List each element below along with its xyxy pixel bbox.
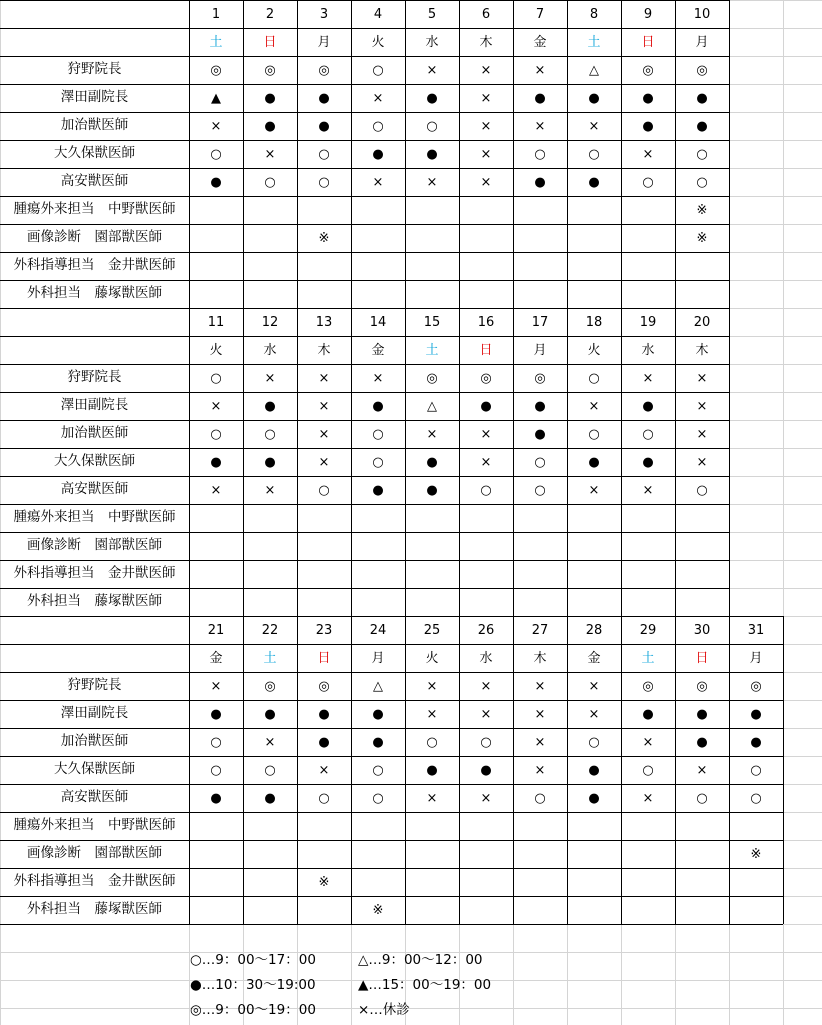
- shift-mark: ●: [642, 118, 654, 134]
- shift-mark: ×: [372, 370, 384, 386]
- shift-mark: ◎: [750, 678, 762, 694]
- shift-mark: ×: [534, 706, 546, 722]
- shift-mark: ×: [480, 118, 492, 134]
- day-of-week: 土: [641, 650, 655, 666]
- shift-mark: ×: [318, 398, 330, 414]
- shift-mark: ●: [696, 90, 708, 106]
- shift-mark: ●: [588, 174, 600, 190]
- shift-mark: ×: [480, 454, 492, 470]
- shift-mark: ○: [642, 174, 654, 190]
- shift-mark: ○: [426, 734, 438, 750]
- special-duty-label: 外科指導担当 金井獣医師: [13, 257, 176, 274]
- staff-name: 狩野院長: [67, 61, 122, 78]
- shift-mark: ●: [210, 454, 222, 470]
- shift-mark: ×: [210, 118, 222, 134]
- special-duty-label: 外科担当 藤塚獣医師: [27, 285, 162, 302]
- staff-name: 大久保獣医師: [54, 761, 135, 778]
- day-number: 12: [261, 314, 279, 330]
- day-of-week: 月: [371, 650, 385, 666]
- day-number: 1: [211, 6, 221, 22]
- legend-item-afternoon: ▲…15：00〜19：00: [358, 977, 492, 993]
- shift-mark: ×: [264, 482, 276, 498]
- day-of-week: 木: [695, 342, 709, 358]
- shift-mark: ×: [210, 398, 222, 414]
- shift-mark: ○: [210, 734, 222, 750]
- duty-mark: ※: [696, 230, 708, 246]
- shift-mark: ○: [264, 174, 276, 190]
- day-of-week: 火: [209, 342, 223, 358]
- shift-mark: ○: [588, 370, 600, 386]
- shift-mark: ○: [210, 762, 222, 778]
- shift-mark: ○: [372, 426, 384, 442]
- day-of-week: 土: [425, 342, 439, 358]
- shift-mark: ×: [426, 62, 438, 78]
- special-duty-label: 画像診断 園部獣医師: [27, 229, 162, 246]
- day-number: 25: [423, 622, 441, 638]
- shift-mark: ○: [696, 482, 708, 498]
- shift-mark: ×: [642, 146, 654, 162]
- shift-mark: ×: [426, 426, 438, 442]
- shift-mark: ●: [588, 762, 600, 778]
- shift-mark: ●: [642, 454, 654, 470]
- shift-mark: ◎: [318, 678, 330, 694]
- day-of-week: 木: [479, 34, 493, 50]
- day-number: 28: [585, 622, 603, 638]
- day-of-week: 月: [533, 342, 547, 358]
- shift-mark: ×: [588, 398, 600, 414]
- shift-mark: ●: [696, 706, 708, 722]
- shift-mark: ●: [588, 454, 600, 470]
- shift-mark: ●: [480, 762, 492, 778]
- day-number: 8: [589, 6, 599, 22]
- shift-mark: ×: [534, 678, 546, 694]
- shift-mark: ◎: [642, 62, 654, 78]
- shift-mark: ○: [588, 734, 600, 750]
- shift-mark: ×: [318, 370, 330, 386]
- day-of-week: 金: [209, 650, 223, 666]
- day-of-week: 木: [533, 650, 547, 666]
- staff-name: 加治獣医師: [60, 425, 129, 442]
- shift-mark: ●: [264, 118, 276, 134]
- shift-mark: ×: [210, 678, 222, 694]
- special-duty-label: 画像診断 園部獣医師: [27, 537, 162, 554]
- shift-mark: ×: [480, 790, 492, 806]
- shift-mark: ○: [534, 482, 546, 498]
- shift-mark: ×: [264, 370, 276, 386]
- duty-mark: ※: [696, 202, 708, 218]
- day-of-week: 月: [317, 34, 331, 50]
- shift-mark: ○: [318, 790, 330, 806]
- shift-mark: ●: [210, 174, 222, 190]
- day-of-week: 火: [371, 34, 385, 50]
- shift-mark: ○: [210, 146, 222, 162]
- shift-mark: ●: [264, 454, 276, 470]
- shift-mark: ◎: [264, 62, 276, 78]
- day-number: 21: [207, 622, 225, 638]
- day-of-week: 月: [695, 34, 709, 50]
- shift-mark: ●: [210, 790, 222, 806]
- shift-mark: ×: [210, 482, 222, 498]
- shift-mark: ○: [318, 146, 330, 162]
- special-duty-label: 外科指導担当 金井獣医師: [13, 873, 176, 890]
- shift-mark: ×: [318, 454, 330, 470]
- shift-mark: ○: [426, 118, 438, 134]
- day-number: 18: [585, 314, 603, 330]
- shift-mark: ◎: [696, 678, 708, 694]
- shift-mark: ○: [534, 790, 546, 806]
- shift-mark: ○: [588, 146, 600, 162]
- day-of-week: 火: [587, 342, 601, 358]
- shift-mark: ◎: [426, 370, 438, 386]
- day-of-week: 金: [533, 34, 547, 50]
- day-number: 24: [369, 622, 387, 638]
- legend-item-late: ●…10：30〜19:00: [190, 977, 316, 993]
- special-duty-label: 腫瘍外来担当 中野獣医師: [13, 817, 176, 834]
- shift-mark: ×: [426, 706, 438, 722]
- shift-mark: ○: [264, 762, 276, 778]
- shift-mark: ×: [534, 118, 546, 134]
- day-of-week: 土: [263, 650, 277, 666]
- day-number: 19: [639, 314, 657, 330]
- shift-mark: ▲: [211, 90, 221, 106]
- shift-mark: ×: [318, 762, 330, 778]
- shift-mark: ●: [642, 398, 654, 414]
- shift-mark: ●: [750, 706, 762, 722]
- staff-name: 加治獣医師: [60, 117, 129, 134]
- shift-mark: ×: [426, 678, 438, 694]
- shift-mark: ●: [534, 426, 546, 442]
- shift-mark: ●: [426, 90, 438, 106]
- shift-mark: ◎: [210, 62, 222, 78]
- shift-mark: ×: [588, 706, 600, 722]
- shift-mark: ×: [480, 146, 492, 162]
- shift-mark: ●: [318, 90, 330, 106]
- shift-mark: ×: [426, 174, 438, 190]
- shift-mark: ○: [210, 426, 222, 442]
- shift-mark: ×: [588, 482, 600, 498]
- shift-mark: ×: [264, 734, 276, 750]
- day-of-week: 水: [425, 34, 439, 50]
- shift-mark: ●: [264, 90, 276, 106]
- day-of-week: 日: [695, 650, 709, 666]
- shift-mark: ●: [426, 482, 438, 498]
- special-duty-label: 腫瘍外来担当 中野獣医師: [13, 509, 176, 526]
- shift-mark: ◎: [534, 370, 546, 386]
- day-number: 15: [423, 314, 441, 330]
- shift-mark: ●: [372, 146, 384, 162]
- shift-mark: ●: [372, 706, 384, 722]
- day-number: 6: [481, 6, 491, 22]
- day-number: 3: [319, 6, 329, 22]
- day-of-week: 日: [317, 650, 331, 666]
- shift-mark: ●: [696, 118, 708, 134]
- staff-name: 高安獣医師: [60, 173, 129, 190]
- shift-mark: ×: [426, 790, 438, 806]
- day-number: 23: [315, 622, 333, 638]
- shift-mark: ○: [534, 454, 546, 470]
- staff-name: 大久保獣医師: [54, 145, 135, 162]
- day-of-week: 日: [263, 34, 277, 50]
- day-of-week: 土: [587, 34, 601, 50]
- day-of-week: 土: [209, 34, 223, 50]
- day-of-week: 日: [641, 34, 655, 50]
- shift-mark: ×: [642, 734, 654, 750]
- shift-mark: ×: [480, 678, 492, 694]
- day-number: 26: [477, 622, 495, 638]
- special-duty-label: 画像診断 園部獣医師: [27, 845, 162, 862]
- shift-mark: ●: [642, 90, 654, 106]
- shift-mark: ○: [480, 734, 492, 750]
- day-of-week: 木: [317, 342, 331, 358]
- day-number: 4: [373, 6, 383, 22]
- shift-mark: ○: [534, 146, 546, 162]
- day-of-week: 金: [587, 650, 601, 666]
- duty-mark: ※: [750, 846, 762, 862]
- shift-mark: ○: [318, 174, 330, 190]
- day-number: 2: [265, 6, 275, 22]
- shift-mark: ◎: [642, 678, 654, 694]
- shift-mark: ○: [210, 370, 222, 386]
- shift-mark: ●: [318, 734, 330, 750]
- shift-mark: ●: [210, 706, 222, 722]
- legend-item-morning: △…9：00〜12：00: [358, 952, 483, 968]
- day-number: 27: [531, 622, 549, 638]
- duty-mark: ※: [318, 230, 330, 246]
- day-number: 22: [261, 622, 279, 638]
- special-duty-label: 腫瘍外来担当 中野獣医師: [13, 201, 176, 218]
- shift-mark: △: [589, 62, 599, 78]
- shift-mark: ○: [372, 454, 384, 470]
- shift-mark: △: [373, 678, 383, 694]
- shift-mark: ○: [696, 174, 708, 190]
- day-number: 17: [531, 314, 549, 330]
- staff-name: 高安獣医師: [60, 481, 129, 498]
- day-number: 29: [639, 622, 657, 638]
- shift-mark: ○: [588, 426, 600, 442]
- shift-mark: ○: [696, 790, 708, 806]
- day-number: 10: [693, 6, 711, 22]
- shift-mark: ×: [318, 426, 330, 442]
- shift-mark: ○: [372, 790, 384, 806]
- day-number: 31: [747, 622, 765, 638]
- special-duty-label: 外科担当 藤塚獣医師: [27, 593, 162, 610]
- shift-mark: ×: [588, 678, 600, 694]
- shift-mark: ×: [480, 426, 492, 442]
- shift-mark: ○: [264, 426, 276, 442]
- day-number: 16: [477, 314, 495, 330]
- day-number: 11: [207, 314, 225, 330]
- legend-item-closed: ×…休診: [358, 1002, 410, 1018]
- shift-mark: ×: [480, 706, 492, 722]
- day-of-week: 水: [641, 342, 655, 358]
- day-of-week: 月: [749, 650, 763, 666]
- shift-mark: ●: [534, 174, 546, 190]
- staff-name: 狩野院長: [67, 369, 122, 386]
- shift-mark: ×: [264, 146, 276, 162]
- shift-mark: ×: [534, 762, 546, 778]
- shift-mark: ×: [696, 370, 708, 386]
- legend-item-full: ◎…9：00〜19：00: [190, 1002, 316, 1018]
- shift-mark: ●: [750, 734, 762, 750]
- day-number: 5: [427, 6, 437, 22]
- shift-mark: △: [427, 398, 437, 414]
- shift-mark: ◎: [480, 370, 492, 386]
- duty-mark: ※: [372, 902, 384, 918]
- special-duty-label: 外科指導担当 金井獣医師: [13, 565, 176, 582]
- shift-mark: ×: [696, 426, 708, 442]
- shift-mark: ×: [696, 454, 708, 470]
- staff-name: 大久保獣医師: [54, 453, 135, 470]
- shift-mark: ●: [588, 90, 600, 106]
- shift-mark: ×: [480, 62, 492, 78]
- shift-mark: ●: [318, 706, 330, 722]
- shift-mark: ◎: [696, 62, 708, 78]
- day-number: 13: [315, 314, 333, 330]
- shift-mark: ○: [642, 762, 654, 778]
- shift-mark: ●: [264, 398, 276, 414]
- staff-name: 澤田副院長: [60, 705, 129, 722]
- shift-mark: ×: [642, 790, 654, 806]
- staff-name: 澤田副院長: [60, 397, 129, 414]
- staff-name: 高安獣医師: [60, 789, 129, 806]
- legend-item-open: ○…9：00〜17：00: [190, 952, 316, 968]
- duty-mark: ※: [318, 874, 330, 890]
- special-duty-label: 外科担当 藤塚獣医師: [27, 901, 162, 918]
- shift-mark: ×: [534, 734, 546, 750]
- shift-mark: ◎: [318, 62, 330, 78]
- shift-mark: ×: [372, 90, 384, 106]
- shift-mark: ●: [372, 482, 384, 498]
- shift-mark: ×: [642, 370, 654, 386]
- shift-mark: ●: [642, 706, 654, 722]
- shift-mark: ×: [696, 398, 708, 414]
- shift-mark: ●: [372, 734, 384, 750]
- shift-mark: ○: [480, 482, 492, 498]
- shift-mark: ●: [426, 454, 438, 470]
- shift-mark: ○: [642, 426, 654, 442]
- day-of-week: 日: [479, 342, 493, 358]
- shift-mark: ○: [372, 118, 384, 134]
- shift-mark: ●: [588, 790, 600, 806]
- shift-mark: ●: [534, 90, 546, 106]
- shift-mark: ○: [318, 482, 330, 498]
- shift-mark: ○: [696, 146, 708, 162]
- shift-mark: ●: [372, 398, 384, 414]
- staff-name: 澤田副院長: [60, 89, 129, 106]
- shift-mark: ●: [426, 146, 438, 162]
- day-of-week: 水: [263, 342, 277, 358]
- day-number: 9: [643, 6, 653, 22]
- shift-mark: ●: [264, 706, 276, 722]
- shift-mark: ×: [696, 762, 708, 778]
- shift-mark: ×: [480, 174, 492, 190]
- shift-mark: ○: [750, 762, 762, 778]
- day-number: 14: [369, 314, 387, 330]
- day-number: 20: [693, 314, 711, 330]
- staff-name: 狩野院長: [67, 677, 122, 694]
- day-of-week: 水: [479, 650, 493, 666]
- shift-mark: ●: [534, 398, 546, 414]
- shift-mark: ×: [372, 174, 384, 190]
- shift-mark: ●: [318, 118, 330, 134]
- shift-mark: ○: [372, 62, 384, 78]
- shift-mark: ●: [426, 762, 438, 778]
- day-of-week: 金: [371, 342, 385, 358]
- shift-mark: ×: [480, 90, 492, 106]
- shift-mark: ●: [480, 398, 492, 414]
- day-number: 7: [535, 6, 545, 22]
- day-number: 30: [693, 622, 711, 638]
- shift-mark: ○: [750, 790, 762, 806]
- shift-mark: ●: [696, 734, 708, 750]
- shift-mark: ●: [264, 790, 276, 806]
- shift-mark: ○: [372, 762, 384, 778]
- staff-name: 加治獣医師: [60, 733, 129, 750]
- shift-mark: ×: [534, 62, 546, 78]
- day-of-week: 火: [425, 650, 439, 666]
- shift-mark: ◎: [264, 678, 276, 694]
- shift-mark: ×: [642, 482, 654, 498]
- shift-mark: ×: [588, 118, 600, 134]
